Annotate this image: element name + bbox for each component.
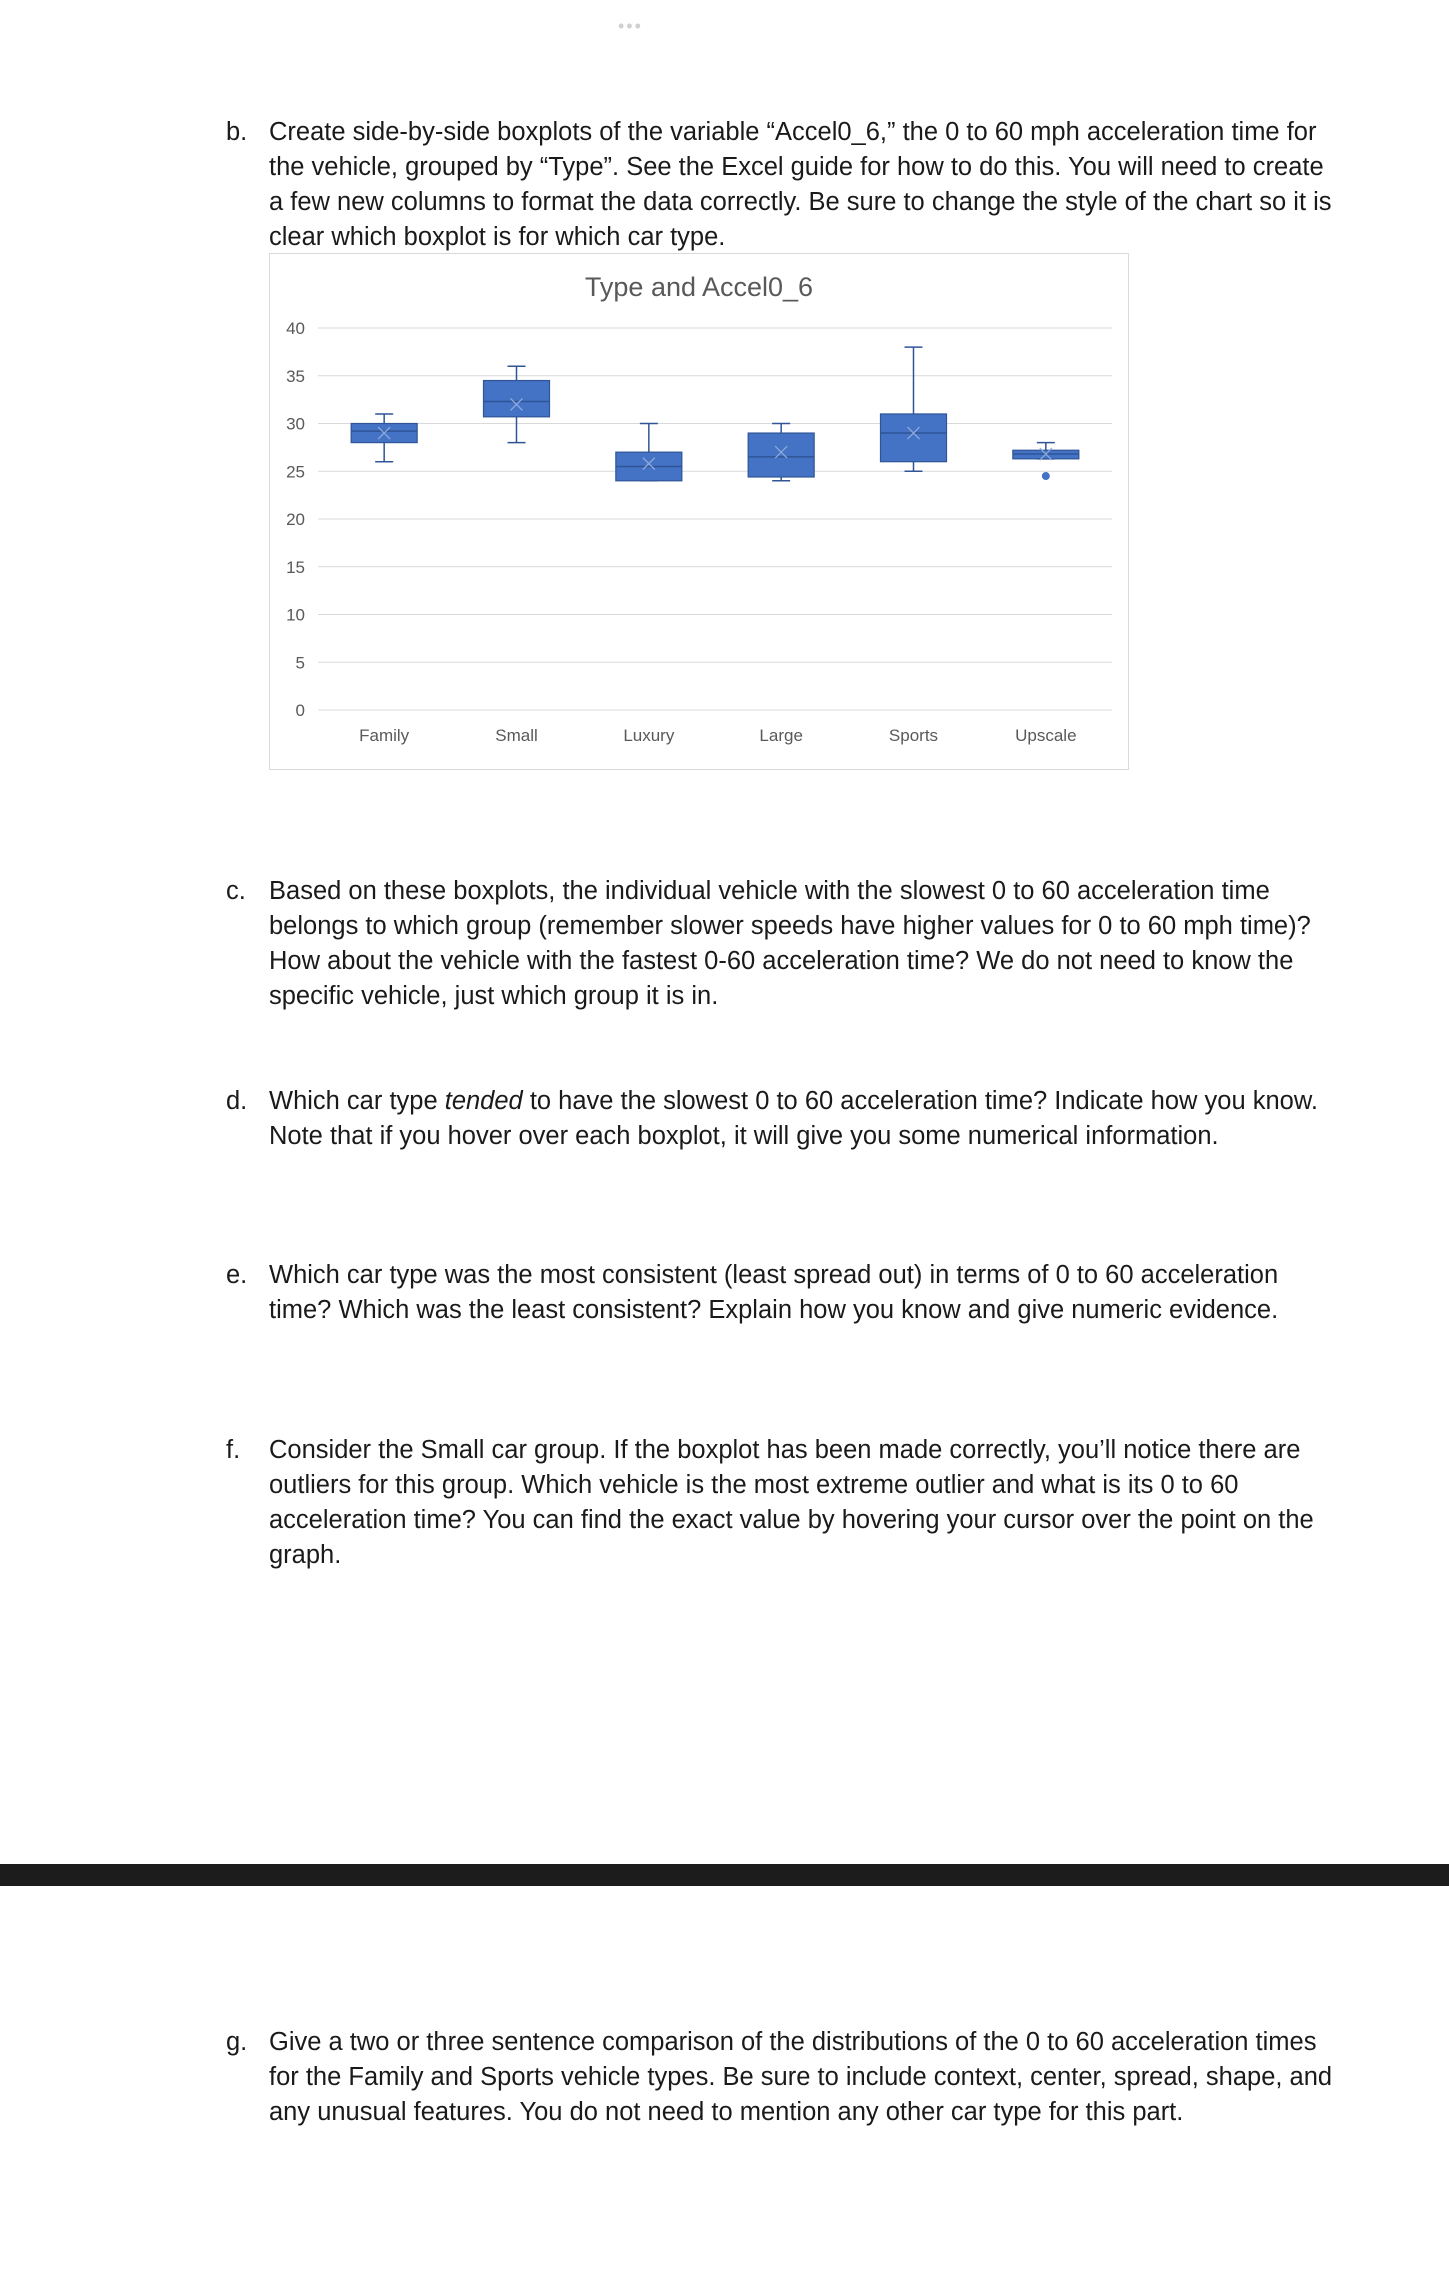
question-label: f. bbox=[226, 1436, 241, 1464]
y-tick-label: 25 bbox=[286, 462, 305, 482]
question-text bbox=[269, 1084, 1336, 1154]
boxes bbox=[351, 347, 1079, 481]
gridlines bbox=[318, 328, 1112, 710]
y-tick-label: 30 bbox=[286, 414, 305, 434]
question-text-emphasis: tended bbox=[444, 1087, 523, 1115]
box-upscale bbox=[1013, 443, 1079, 480]
y-tick-label: 35 bbox=[286, 366, 305, 386]
iqr-box bbox=[881, 414, 947, 462]
question-text: Create side-by-side boxplots of the variable “Accel0_6,” the 0 to 60 mph acceleration time for the vehicle, grouped by “Type”. See the Excel guide for how to do this. You will need to create a few new columns to format the data correctly. Be sure to change the style of the chart so it is clear which boxplot is for which car type. bbox=[269, 118, 1332, 251]
x-tick-label: Family bbox=[359, 726, 410, 745]
question-label: g. bbox=[226, 2028, 248, 2056]
page-divider bbox=[0, 1864, 1449, 1886]
x-tick-label: Luxury bbox=[623, 726, 675, 745]
x-tick-label: Large bbox=[759, 726, 803, 745]
box-luxury bbox=[616, 424, 682, 481]
question-d bbox=[226, 1084, 1336, 1154]
iqr-box bbox=[748, 433, 814, 477]
question-text-pre: Which car type bbox=[269, 1087, 445, 1115]
question-text: Consider the Small car group. If the boxplot has been made correctly, you’ll notice there are outliers for this group. Which vehicle is the most extreme outlier and what is its 0 to 60 acceleration time? You can find the exact value by hovering your cursor over the point on the graph. bbox=[269, 1436, 1314, 1569]
x-axis bbox=[359, 726, 1076, 745]
box-small bbox=[484, 366, 550, 442]
x-tick-label: Small bbox=[495, 726, 538, 745]
question-label: d. bbox=[226, 1087, 248, 1115]
question-text-post: to have the slowest 0 to 60 acceleration time? Indicate how you know. Note that if you hover over each boxplot, it will give you some numerical information. bbox=[269, 1087, 1318, 1150]
y-tick-label: 0 bbox=[295, 701, 305, 720]
question-c bbox=[226, 874, 1336, 1014]
chart-svg bbox=[270, 254, 1128, 769]
x-tick-label: Upscale bbox=[1015, 726, 1077, 745]
box-family bbox=[351, 414, 417, 462]
question-label: b. bbox=[226, 118, 248, 146]
y-tick-label: 20 bbox=[286, 510, 305, 529]
question-label: e. bbox=[226, 1261, 248, 1289]
y-tick-label: 40 bbox=[286, 319, 305, 338]
y-axis bbox=[286, 319, 305, 720]
x-tick-label: Sports bbox=[888, 726, 939, 745]
question-text: Which car type was the most consistent (least spread out) in terms of 0 to 60 acceleration time? Which was the least consistent? Explain how you know and give numeric evidence. bbox=[269, 1261, 1279, 1324]
y-tick-label: 10 bbox=[286, 605, 305, 625]
question-text: Based on these boxplots, the individual vehicle with the slowest 0 to 60 acceleration time belongs to which group (remember slower speeds have higher values for 0 to 60 mph time)? How about the vehicle with the fastest 0-60 acceleration time? We do not need to know the specific vehicle, just which group it is in. bbox=[269, 877, 1311, 1010]
box-large bbox=[748, 424, 814, 481]
question-text: Give a two or three sentence comparison of the distributions of the 0 to 60 acceleration times for the Family and Sports vehicle types. Be sure to include context, center, spread, shape, and any unusual features. You do not need to mention any other car type for this part. bbox=[269, 2028, 1333, 2126]
question-f bbox=[226, 1433, 1336, 1573]
y-tick-label: 15 bbox=[286, 557, 305, 577]
question-b bbox=[226, 115, 1336, 255]
y-tick-label: 5 bbox=[295, 653, 305, 673]
iqr-box bbox=[484, 381, 550, 417]
box-sports bbox=[881, 347, 947, 471]
more-options-icon[interactable]: ••• bbox=[618, 16, 643, 36]
question-label: c. bbox=[226, 877, 246, 905]
boxplot-chart[interactable] bbox=[269, 253, 1129, 770]
chart-title: Type and Accel0_6 bbox=[584, 272, 814, 302]
question-g bbox=[226, 2025, 1336, 2130]
outlier-point bbox=[1042, 472, 1050, 480]
question-e bbox=[226, 1258, 1336, 1328]
